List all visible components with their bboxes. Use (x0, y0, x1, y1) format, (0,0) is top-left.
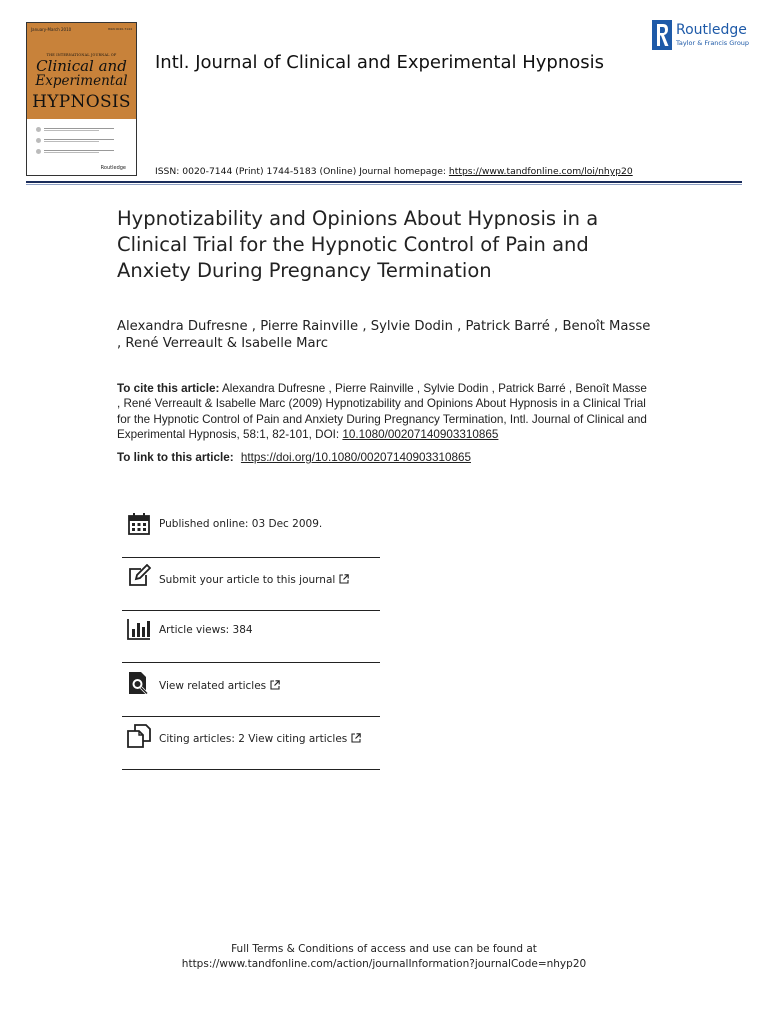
citing-articles-label: Citing articles: 2 View citing articles (159, 733, 348, 745)
cover-title-line3: HYPNOSIS (32, 92, 131, 112)
routledge-logo[interactable] (652, 20, 752, 52)
issn-line (155, 166, 633, 177)
citing-articles-row[interactable] (122, 718, 380, 770)
cite-text: Alexandra Dufresne , Pierre Rainville , Sylvie Dodin , Patrick Barré , Benoît Masse , René Verreault & Isabelle Marc (2009) Hypnotizability and Opinions About Hypnosis in a Clinical Trial for the Hypnotic Control of Pain and Anxiety During Pregnancy Termination, Intl. Journal of Clinical and Experimental Hypnosis, 58:1, 82-101, DOI: (117, 382, 647, 441)
info-divider (122, 610, 380, 611)
header-divider (26, 181, 742, 183)
info-divider (122, 557, 380, 558)
article-authors: Alexandra Dufresne , Pierre Rainville , Sylvie Dodin , Patrick Barré , Benoît Masse , René Verreault & Isabelle Marc (117, 319, 651, 351)
info-divider (122, 662, 380, 663)
citing-articles-icon (127, 724, 151, 748)
footer-terms-link[interactable]: https://www.tandfonline.com/action/journalInformation?journalCode=nhyp20 (181, 958, 587, 970)
journal-cover-image (26, 22, 137, 176)
link-block (117, 451, 657, 464)
header-divider-thin (26, 184, 742, 185)
edit-icon (127, 564, 151, 588)
submit-article-label: Submit your article to this journal (159, 574, 336, 586)
cover-title-line1: Clinical and (36, 57, 127, 75)
cover-title-line2: Experimental (35, 73, 128, 89)
cite-label: To cite this article: (117, 382, 220, 395)
search-document-icon (127, 671, 151, 695)
info-divider (122, 716, 380, 717)
external-link-icon (351, 733, 361, 743)
issn-text: ISSN: 0020-7144 (Print) 1744-5183 (Online) Journal homepage: (155, 166, 449, 177)
published-online-row (122, 508, 380, 560)
cover-note (36, 138, 130, 143)
external-link-icon (339, 574, 349, 584)
footer-terms (0, 942, 768, 972)
cover-note (36, 127, 130, 132)
article-title: Hypnotizability and Opinions About Hypnosis in a Clinical Trial for the Hypnotic Control of Pain and Anxiety During Pregnancy Termination (117, 207, 599, 282)
article-views-row (122, 612, 380, 664)
cover-kicker: THE INTERNATIONAL JOURNAL OF (46, 53, 117, 57)
citing-articles-link[interactable] (159, 733, 361, 745)
journal-homepage-link[interactable]: https://www.tandfonline.com/loi/nhyp20 (448, 166, 633, 177)
submit-article-link[interactable] (159, 574, 349, 586)
footer-line1: Full Terms & Conditions of access and use can be found at (231, 943, 537, 955)
routledge-name: Routledge (676, 22, 747, 38)
cover-issn: ISSN 0020-7144 (107, 27, 132, 31)
cite-doi-link[interactable]: 10.1080/00207140903310865 (342, 427, 499, 441)
related-articles-label: View related articles (159, 680, 267, 692)
related-articles-link[interactable] (159, 680, 280, 692)
info-divider (122, 769, 380, 770)
cover-date: January-March 2010 (31, 27, 72, 32)
calendar-icon (127, 512, 151, 536)
cover-publisher: Routledge (100, 165, 126, 171)
related-articles-row[interactable] (122, 665, 380, 717)
submit-article-row[interactable] (122, 560, 380, 612)
cover-note (36, 149, 130, 154)
routledge-r-icon (652, 20, 672, 50)
journal-title: Intl. Journal of Clinical and Experimental Hypnosis (155, 52, 605, 73)
article-doi-link[interactable]: https://doi.org/10.1080/00207140903310865 (240, 451, 471, 464)
routledge-subtitle: Taylor & Francis Group (676, 39, 750, 47)
published-online-label: Published online: 03 Dec 2009. (159, 518, 323, 530)
citation-block (117, 381, 647, 442)
link-label: To link to this article: (117, 451, 237, 464)
bar-chart-icon (127, 617, 151, 641)
external-link-icon (270, 680, 280, 690)
article-views-label: Article views: 384 (159, 624, 253, 636)
